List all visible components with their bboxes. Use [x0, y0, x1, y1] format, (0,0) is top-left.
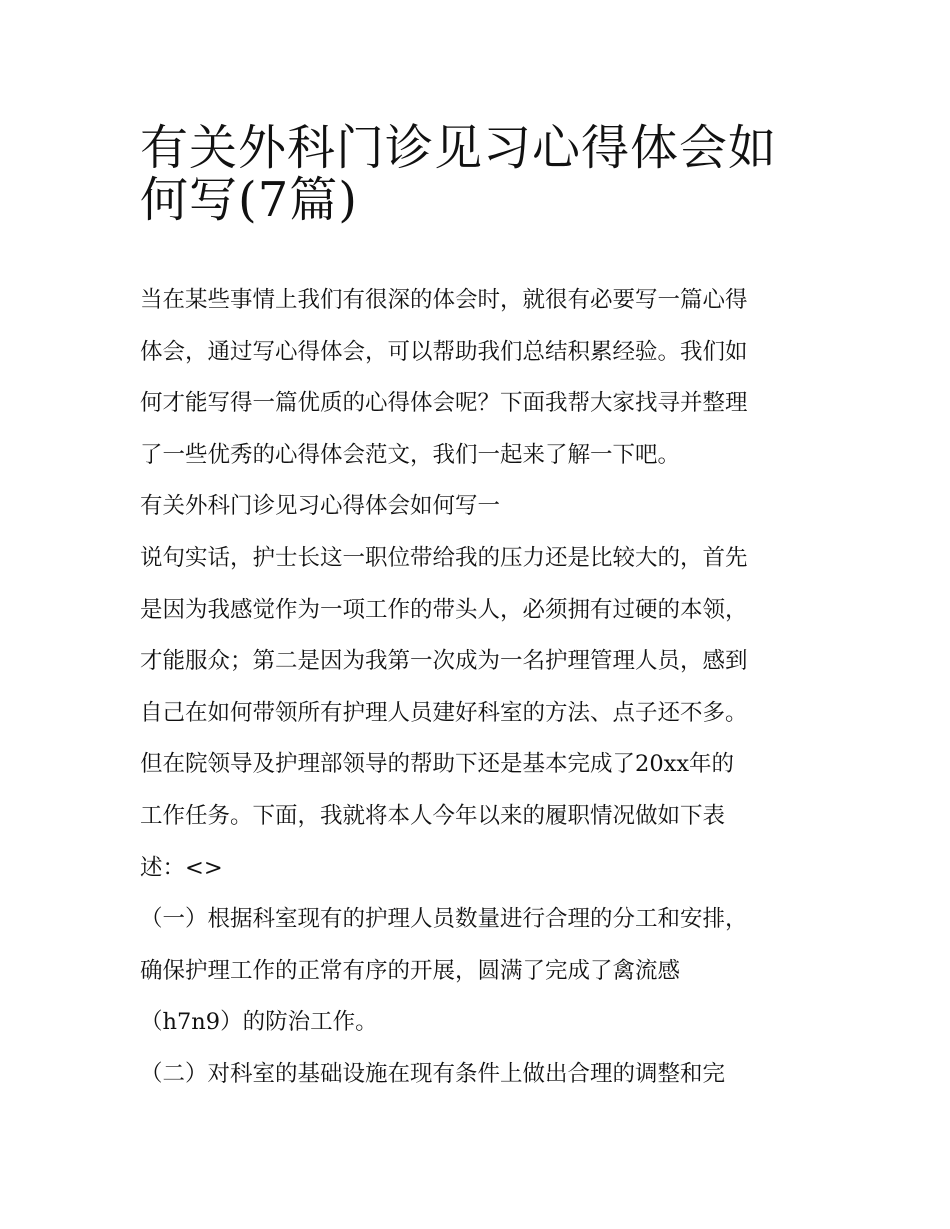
intro-line: 体会，通过写心得体会，可以帮助我们总结积累经验。我们如	[140, 338, 748, 365]
list-item-line: （h7n9）的防治工作。	[140, 1009, 378, 1036]
document-body	[140, 275, 820, 1101]
list-item-line: 确保护理工作的正常有序的开展，圆满了完成了禽流感	[140, 957, 681, 984]
paragraph-line: 自己在如何带领所有护理人员建好科室的方法、点子还不多。	[140, 699, 748, 726]
list-item-line: （一）根据科室现有的护理人员数量进行合理的分工和安排，	[140, 906, 748, 933]
paragraph-line: 述：<>	[140, 854, 223, 881]
paragraph-line: 才能服众；第二是因为我第一次成为一名护理管理人员，感到	[140, 648, 748, 675]
intro-line: 了一些优秀的心得体会范文，我们一起来了解一下吧。	[140, 441, 681, 468]
paragraph-line: 是因为我感觉作为一项工作的带头人，必须拥有过硬的本领，	[140, 596, 748, 623]
intro-line: 何才能写得一篇优质的心得体会呢？下面我帮大家找寻并整理	[140, 390, 748, 417]
title-line: 有关外科门诊见习心得体会如	[140, 120, 778, 176]
intro-line: 当在某些事情上我们有很深的体会时，就很有必要写一篇心得	[140, 287, 748, 313]
paragraph-line: 但在院领导及护理部领导的帮助下还是基本完成了20xx年的	[140, 751, 735, 778]
section-heading: 有关外科门诊见习心得体会如何写一	[140, 493, 501, 520]
paragraph-line: 工作任务。下面，我就将本人今年以来的履职情况做如下表	[140, 802, 726, 829]
document-title	[140, 112, 820, 228]
list-item-line: （二）对科室的基础设施在现有条件上做出合理的调整和完	[140, 1060, 726, 1087]
paragraph-line: 说句实话，护士长这一职位带给我的压力还是比较大的，首先	[140, 544, 748, 571]
title-line: 何写(7篇)	[140, 171, 358, 228]
